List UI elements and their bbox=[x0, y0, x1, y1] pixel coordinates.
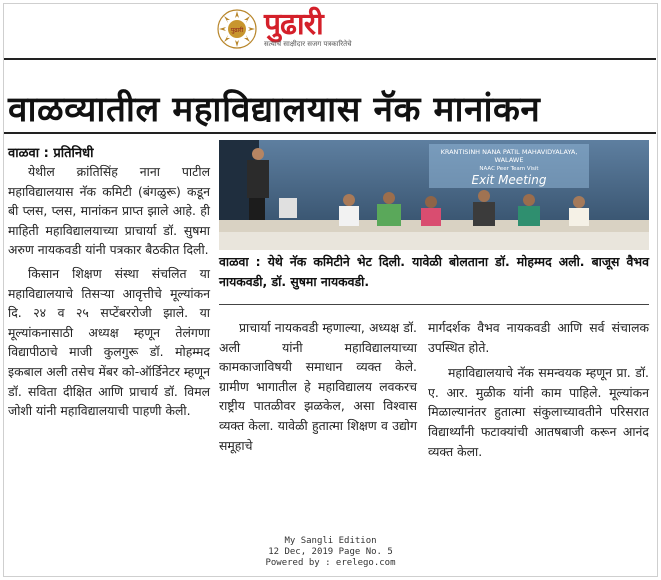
powered-by-link[interactable]: Powered by : erelego.com bbox=[265, 558, 396, 568]
edition-name: My Sangli Edition bbox=[284, 536, 377, 546]
article-photo bbox=[219, 140, 649, 250]
brand-name: पुढारी bbox=[264, 7, 323, 42]
banner-line-4: Exit Meeting bbox=[471, 173, 547, 187]
dateline: वाळवा : प्रतिनिधी bbox=[8, 146, 94, 161]
column-3-paragraph-1: मार्गदर्शक वैभव नायकवडी आणि सर्व संचालक उपस्थित होते. bbox=[428, 320, 649, 355]
brand-tagline: सत्याचे साक्षीदार सजग पत्रकारितेचे bbox=[264, 40, 352, 48]
newspaper-logo[interactable] bbox=[216, 8, 352, 50]
banner-line-3: NAAC Peer Team Visit bbox=[479, 166, 539, 172]
edition-footer bbox=[0, 536, 661, 569]
edition-date-page: 12 Dec, 2019 Page No. 5 bbox=[268, 547, 393, 557]
column-1-paragraph-2: किसान शिक्षण संस्था संचलित या महाविद्यालयाचे तिसऱ्या आवृत्तीचे मूल्यांकन दि. २४ व २५ सप्टेंबररोजी झाले. या मूल्यांकनासाठी अध्यक्ष म्हणून तेलंगणा विद्यापीठाचे माजी कुलगुरू डॉ. मोहम्मद इकबाल अली तसेच मेंबर को-ऑर्डिनेटर म्हणून डॉ. सविता दीक्षित आणि प्राचार्य डॉ. विमल जोशी यांनी महाविद्यालयाची पाहणी केली. bbox=[8, 265, 210, 419]
column-1-paragraph-1: येथील क्रांतिसिंह नाना पाटील महाविद्यालयास नॅक कमिटी (बंगळुरू) कडून बी प्लस, प्लस, मानांकन प्राप्त झाले आहे. ही माहिती महाविद्यालयाच्या प्राचार्या डॉ. सुषमा अरुण नायकवडी यांनी पत्रकार बैठकीत दिली. bbox=[8, 164, 210, 258]
exit-meeting-photo bbox=[219, 140, 649, 250]
banner-line-2: WALAWE bbox=[494, 156, 524, 164]
caption-rule bbox=[219, 304, 649, 305]
article-column-1 bbox=[8, 162, 210, 421]
masthead-rule bbox=[4, 58, 656, 60]
column-3-paragraph-2: महाविद्यालयाचे नॅक समन्वयक म्हणून प्रा. डॉ. ए. आर. मुळीक यांनी काम पाहिले. मूल्यांकन मिळाल्यानंतर हुतात्मा संकुलाच्यावतीने परिसरात विद्यार्थ्यांनी फटाक्यांची आतषबाजी करून आनंद व्यक्त केला. bbox=[428, 365, 649, 459]
sun-emblem-icon bbox=[216, 8, 258, 50]
article-column-2 bbox=[219, 318, 417, 455]
column-2-paragraph-1: प्राचार्या नायकवडी म्हणाल्या, अध्यक्ष डॉ. अली यांनी महाविद्यालयाच्या कामकाजाविषयी समाधान व्यक्त केले. ग्रामीण भागातील हे महाविद्यालय लवकरच राष्ट्रीय पातळीवर झळकेल, असा विश्वास व्यक्त केला. यावेळी हुतात्मा शिक्षण व उद्योग समूहाचे bbox=[219, 320, 417, 453]
banner-line-1: KRANTISINH NANA PATIL MAHAVIDYALAYA, bbox=[440, 148, 578, 156]
emblem-label: पुढारी bbox=[230, 27, 244, 34]
masthead bbox=[0, 0, 661, 60]
article-column-3 bbox=[428, 318, 649, 461]
photo-caption: वाळवा : येथे नॅक कमिटीने भेट दिली. यावेळी बोलताना डॉ. मोहम्मद अली. बाजूस वैभव नायकवडी, डॉ. सुषमा नायकवडी. bbox=[219, 254, 649, 289]
headline-rule bbox=[4, 132, 656, 134]
headline: वाळव्यातील महाविद्यालयास नॅक मानांकन bbox=[8, 90, 541, 130]
